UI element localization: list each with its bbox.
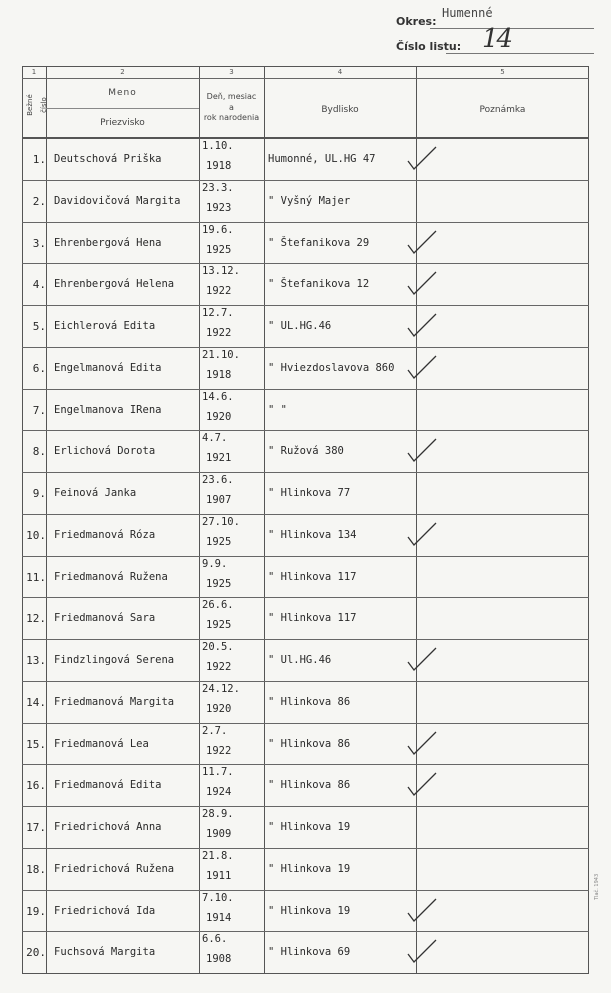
row-birth-day: 23.6. — [202, 474, 234, 486]
row-birth-day: 13.12. — [202, 265, 240, 278]
check-mark-icon — [400, 435, 440, 465]
row-birth-day: 14.6. — [202, 390, 234, 403]
row-birth-year: 1925 — [206, 619, 232, 632]
row-number: 5. — [32, 320, 46, 333]
row-number: 15. — [26, 737, 46, 751]
row-address: " UL.HG.46 — [268, 320, 332, 332]
row-birth-year: 1925 — [206, 577, 232, 590]
row-number: 3. — [32, 236, 46, 250]
row-birth-day: 27.10. — [202, 515, 240, 528]
table-row — [22, 473, 589, 513]
row-address: " Hlinkova 69 — [268, 946, 351, 959]
row-birth-year: 1920 — [206, 702, 232, 715]
row-address: Humonné, UL.HG 47 — [268, 153, 376, 165]
row-address: " " — [268, 403, 287, 416]
meno-divider — [46, 108, 199, 109]
row-name: Friedmanová Margita — [54, 695, 175, 708]
check-mark-icon — [400, 936, 440, 966]
colnum-4: 4 — [337, 68, 343, 76]
row-name: Ehrenbergová Hena — [54, 236, 162, 249]
row-number: 8. — [32, 445, 46, 459]
row-birth-day: 20.5. — [202, 641, 234, 653]
check-mark-icon — [400, 769, 440, 799]
row-birth-year: 1914 — [206, 911, 232, 924]
table-row — [22, 223, 589, 263]
row-name: Engelmanova IRena — [54, 403, 162, 416]
row-birth-day: 21.10. — [202, 348, 240, 361]
row-birth-year: 1918 — [206, 160, 232, 172]
row-birth-year: 1923 — [206, 201, 232, 214]
row-birth-year: 1922 — [206, 327, 232, 339]
colnum-3: 3 — [229, 68, 234, 76]
table-row — [22, 598, 589, 638]
row-address: " Štefanikova 12 — [268, 278, 370, 291]
check-mark-icon — [400, 352, 440, 382]
row-birth-year: 1922 — [206, 744, 232, 757]
row-address: " Hlinkova 19 — [268, 862, 351, 875]
row-birth-year: 1922 — [206, 661, 232, 673]
check-mark-icon — [400, 728, 440, 758]
header-bydlisko: Bydlisko — [321, 105, 359, 115]
row-birth-day: 11.7. — [202, 766, 234, 779]
row-number: 10. — [26, 528, 46, 542]
row-address: " Vyšný Majer — [268, 194, 351, 207]
row-address: " Hlinkova 134 — [268, 528, 357, 541]
row-name: Friedmanová Lea — [54, 737, 149, 750]
check-mark-icon — [400, 143, 440, 173]
row-name: Ehrenbergová Helena — [54, 278, 175, 291]
printer-stamp: Tlač. 1943 — [594, 873, 600, 900]
row-name: Erlichová Dorota — [54, 445, 156, 458]
row-name: Davidovičová Margita — [54, 194, 181, 207]
table-row — [22, 640, 589, 680]
check-mark-icon — [400, 310, 440, 340]
row-name: Friedmanová Sara — [54, 612, 156, 625]
colnum-1: 1 — [31, 68, 37, 76]
header-meno: Meno — [108, 88, 137, 98]
table-row — [22, 849, 589, 889]
row-name: Deutschová Priška — [54, 153, 162, 165]
row-birth-day: 28.9. — [202, 808, 234, 820]
cislo-listu-label: Číslo listu: — [396, 40, 462, 53]
row-address: " Štefanikova 29 — [268, 236, 370, 249]
check-mark-icon — [400, 644, 440, 674]
table-row — [22, 724, 589, 764]
row-name: Friedmanová Róza — [54, 528, 156, 541]
row-number: 17. — [26, 821, 46, 834]
header-bezne-cislo: Bežné číslo — [26, 94, 48, 116]
row-birth-day: 2.7. — [202, 724, 228, 737]
table-row — [22, 264, 589, 304]
row-name: Engelmanová Edita — [54, 361, 162, 374]
row-number: 16. — [26, 779, 46, 793]
row-birth-year: 1908 — [206, 953, 232, 966]
row-birth-year: 1920 — [206, 410, 232, 423]
row-address: " Hlinkova 86 — [268, 695, 351, 708]
row-birth-year: 1925 — [206, 535, 232, 548]
check-mark-icon — [400, 227, 440, 257]
row-birth-year: 1925 — [206, 243, 232, 256]
row-name: Eichlerová Edita — [54, 320, 156, 332]
table-row — [22, 306, 589, 346]
row-birth-day: 12.7. — [202, 307, 234, 319]
row-birth-year: 1907 — [206, 494, 232, 506]
okres-label: Okres: — [396, 15, 437, 28]
row-birth-year: 1918 — [206, 368, 232, 381]
row-birth-year: 1922 — [206, 285, 232, 298]
row-number: 20. — [26, 946, 46, 960]
row-number: 12. — [26, 612, 46, 626]
okres-underline — [430, 28, 594, 29]
table-row — [22, 390, 589, 430]
table-row — [22, 682, 589, 722]
row-name: Fuchsová Margita — [54, 946, 156, 959]
row-birth-day: 7.10. — [202, 891, 234, 904]
row-name: Findzlingová Serena — [54, 654, 175, 666]
row-number: 1. — [32, 153, 46, 166]
cislo-listu-underline — [446, 53, 594, 54]
table-row — [22, 515, 589, 555]
row-birth-day: 6.6. — [202, 933, 228, 946]
row-address: " Hviezdoslavova 860 — [268, 361, 395, 374]
row-name: Friedmanová Ružena — [54, 570, 168, 583]
row-number: 6. — [32, 361, 46, 375]
colnum-row-line — [22, 78, 589, 79]
row-name: Friedmanová Edita — [54, 779, 162, 792]
row-name: Friedrichová Ida — [54, 904, 156, 917]
table-row — [22, 807, 589, 847]
row-address: " Hlinkova 117 — [268, 570, 357, 583]
row-address: " Ul.HG.46 — [268, 654, 332, 666]
row-number: 9. — [32, 487, 46, 500]
row-address: " Hlinkova 117 — [268, 612, 357, 625]
header-poznamka: Poznámka — [479, 105, 526, 115]
row-birth-year: 1909 — [206, 828, 232, 840]
row-name: Friedrichová Anna — [54, 821, 162, 833]
table-row — [22, 348, 589, 388]
table-row — [22, 765, 589, 805]
check-mark-icon — [400, 268, 440, 298]
row-address: " Ružová 380 — [268, 445, 344, 458]
table-row — [22, 431, 589, 471]
row-number: 4. — [32, 278, 46, 292]
row-birth-day: 19.6. — [202, 223, 234, 236]
row-number: 14. — [26, 695, 46, 709]
row-birth-day: 21.8. — [202, 849, 234, 862]
row-birth-year: 1921 — [206, 452, 232, 465]
row-address: " Hlinkova 86 — [268, 737, 351, 750]
row-address: " Hlinkova 19 — [268, 904, 351, 917]
header-den-mesiac: Deň, mesiac — [206, 92, 257, 101]
row-number: 2. — [32, 194, 46, 208]
cislo-listu-value: 14 — [482, 24, 512, 54]
header-rok-narodenia: rok narodenia — [203, 113, 260, 122]
row-birth-day: 24.12. — [202, 682, 240, 695]
colnum-5: 5 — [500, 68, 505, 76]
row-number: 18. — [26, 862, 46, 876]
check-mark-icon — [400, 895, 440, 925]
header-priezvisko: Priezvisko — [100, 118, 145, 128]
row-birth-day: 1.10. — [202, 140, 234, 152]
row-birth-day: 4.7. — [202, 432, 228, 445]
row-address: " Hlinkova 19 — [268, 821, 351, 833]
table-row — [22, 932, 589, 972]
colnum-2: 2 — [120, 68, 125, 76]
row-address: " Hlinkova 77 — [268, 487, 351, 499]
row-name: Friedrichová Ružena — [54, 862, 175, 875]
row-birth-day: 9.9. — [202, 557, 228, 570]
row-birth-year: 1924 — [206, 786, 232, 799]
table-row — [22, 181, 589, 221]
row-birth-day: 26.6. — [202, 599, 234, 612]
table-row — [22, 891, 589, 931]
row-address: " Hlinkova 86 — [268, 779, 351, 792]
row-number: 11. — [26, 570, 46, 584]
row-number: 19. — [26, 904, 46, 918]
check-mark-icon — [400, 519, 440, 549]
table-row — [22, 557, 589, 597]
row-number: 7. — [32, 403, 46, 417]
row-number: 13. — [26, 654, 46, 667]
table-row — [22, 139, 589, 179]
row-birth-day: 23.3. — [202, 181, 234, 194]
row-birth-year: 1911 — [206, 869, 232, 882]
okres-value: Humenné — [442, 6, 493, 20]
row-name: Feinová Janka — [54, 487, 137, 499]
header-a: a — [229, 103, 234, 112]
